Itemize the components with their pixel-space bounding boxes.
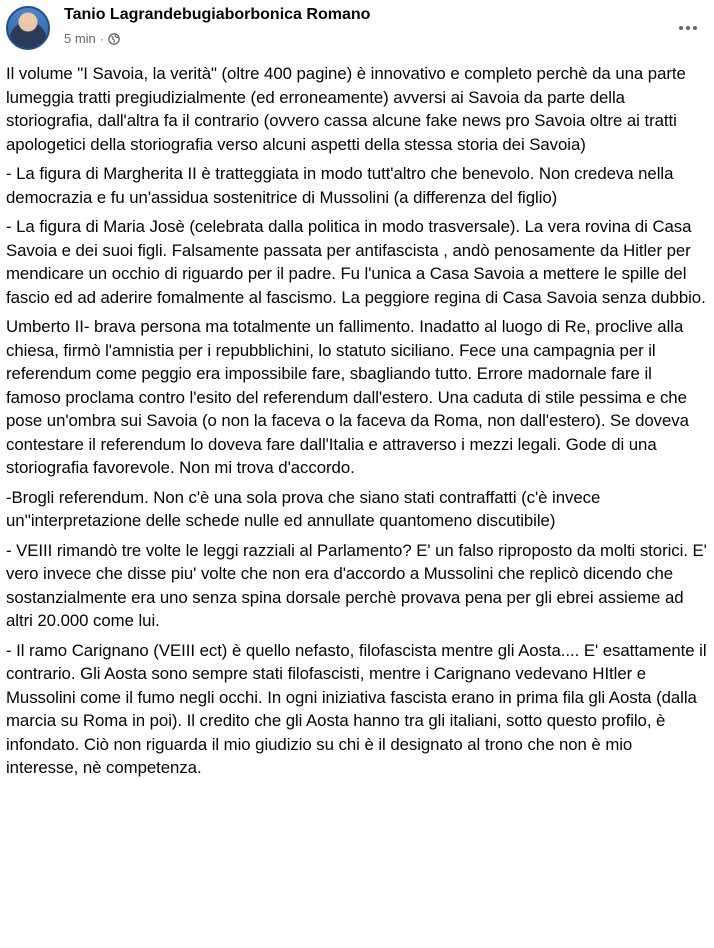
post-timestamp[interactable]: 5 min bbox=[64, 31, 96, 46]
post-header bbox=[6, 4, 708, 54]
post-body bbox=[6, 62, 708, 786]
post-paragraph: - VEIII rimandò tre volte le leggi razziali al Parlamento? E' un falso riproposto da molti storici. E' vero invece che disse piu' volte che non era d'accordo a Mussolini che replicò dicendo che sostanzialmente era uno senza spina dorsale perchè provava pena per gli ebrei assieme ad altri 20.000 come lui. bbox=[6, 540, 707, 630]
post-meta bbox=[64, 31, 120, 46]
post-paragraph: Umberto II- brava persona ma totalmente un fallimento. Inadatto al luogo di Re, proclive alla chiesa, firmò l'amnistia per i repubblichini, lo statuto siciliano. Fece una campagnia per il referendum come peggio era impossibile fare, sbagliando tutto. Errore madornale fare il famoso proclama contro l'esito del referendum dall'estero. Una caduta di stile pessima e che pose un'ombra sui Savoia (o non la faceva o la faceva da Roma, non dall'estero). Se doveva contestare il referendum lo doveva fare dall'Italia e attraverso i mezzi legali. Gode di una storiografia favorevole. Non mi trova d'accordo. bbox=[6, 317, 689, 477]
post-paragraph: - Il ramo Carignano (VEIII ect) è quello nefasto, filofascista mentre gli Aosta.... E' esattamente il contrario. Gli Aosta sono sempre stati filofascisti, mentre i Carignano vedevano HItler e Mussolini come il fumo negli occhi. In ogni iniziativa fascista erano in prima fila gli Aosta (dalla marcia su Roma in poi). Il credito che gli Aosta hanno tra gli italiani, sotto questo profilo, è infondato. Ciò non riguarda il mio giudizio su chi è il designato al trono che non è mio interesse, nè competenza. bbox=[6, 640, 707, 777]
avatar[interactable] bbox=[6, 6, 50, 50]
post-paragraph: - La figura di Maria Josè (celebrata dalla politica in modo trasversale). La vera rovina di Casa Savoia e dei suoi figli. Falsamente passata per antifascista , andò penosamente da Hitler per mendicare un occhio di riguardo per il padre. Fu l'unica a Casa Savoia a mettere le spille del fascio ed ad aderire fomalmente al fascismo. La peggiore regina di Casa Savoia senza dubbio. bbox=[6, 217, 706, 307]
post-paragraph: Il volume "I Savoia, la verità" (oltre 400 pagine) è innovativo e completo perchè da una parte lumeggia tratti pregiudizialmente (ed erroneamente) avversi ai Savoia da parte della storiografia, dall'altra fa il contrario (ovvero cassa alcune fake news pro Savoia oltre ai tratti apologetici della storiografia verso alcuni aspetti della stessa storia dei Savoia) bbox=[6, 64, 686, 154]
globe-icon[interactable] bbox=[108, 33, 120, 45]
post-paragraph: -Brogli referendum. Non c'è una sola prova che siano stati contraffatti (c'è invece un''interpretazione delle schede nulle ed annullate quantomeno discutibile) bbox=[6, 487, 601, 530]
meta-separator: · bbox=[99, 31, 104, 46]
more-horizontal-icon[interactable] bbox=[670, 10, 706, 46]
post-paragraph: - La figura di Margherita II è tratteggiata in modo tutt'altro che benevolo. Non credeva nella democrazia e fu un'assidua sostenitrice di Mussolini (a differenza del figlio) bbox=[6, 164, 674, 207]
author-name[interactable]: Tanio Lagrandebugiaborbonica Romano bbox=[64, 6, 371, 23]
